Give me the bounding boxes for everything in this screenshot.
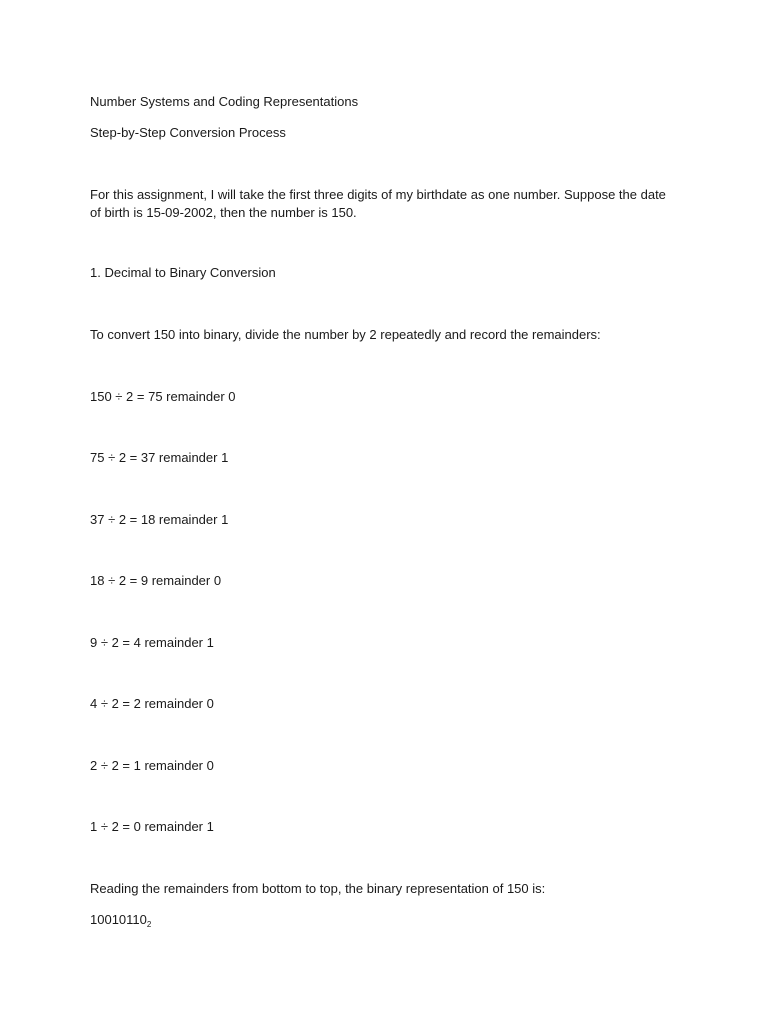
- division-step: 150 ÷ 2 = 75 remainder 0: [90, 389, 236, 404]
- division-step: 4 ÷ 2 = 2 remainder 0: [90, 696, 214, 711]
- division-step: 9 ÷ 2 = 4 remainder 1: [90, 635, 214, 650]
- reading-paragraph: Reading the remainders from bottom to top, the binary representation of 150 is:: [90, 881, 546, 896]
- division-step: 1 ÷ 2 = 0 remainder 1: [90, 819, 214, 834]
- section-heading: 1. Decimal to Binary Conversion: [90, 265, 276, 280]
- instruction-paragraph: To convert 150 into binary, divide the number by 2 repeatedly and record the remainders:: [90, 327, 601, 342]
- intro-paragraph: For this assignment, I will take the first three digits of my birthdate as one number. Suppose the date of birth is 15-09-2002, then the number is 150.: [90, 187, 666, 220]
- division-step: 75 ÷ 2 = 37 remainder 1: [90, 450, 229, 465]
- binary-result-value: 10010110: [90, 912, 147, 927]
- division-step: 2 ÷ 2 = 1 remainder 0: [90, 758, 214, 773]
- document-subtitle: Step-by-Step Conversion Process: [90, 125, 286, 140]
- binary-result-base: 2: [146, 920, 152, 929]
- division-step: 18 ÷ 2 = 9 remainder 0: [90, 573, 222, 588]
- document-title: Number Systems and Coding Representations: [90, 94, 359, 109]
- binary-result: [90, 911, 680, 929]
- division-step: 37 ÷ 2 = 18 remainder 1: [90, 512, 229, 527]
